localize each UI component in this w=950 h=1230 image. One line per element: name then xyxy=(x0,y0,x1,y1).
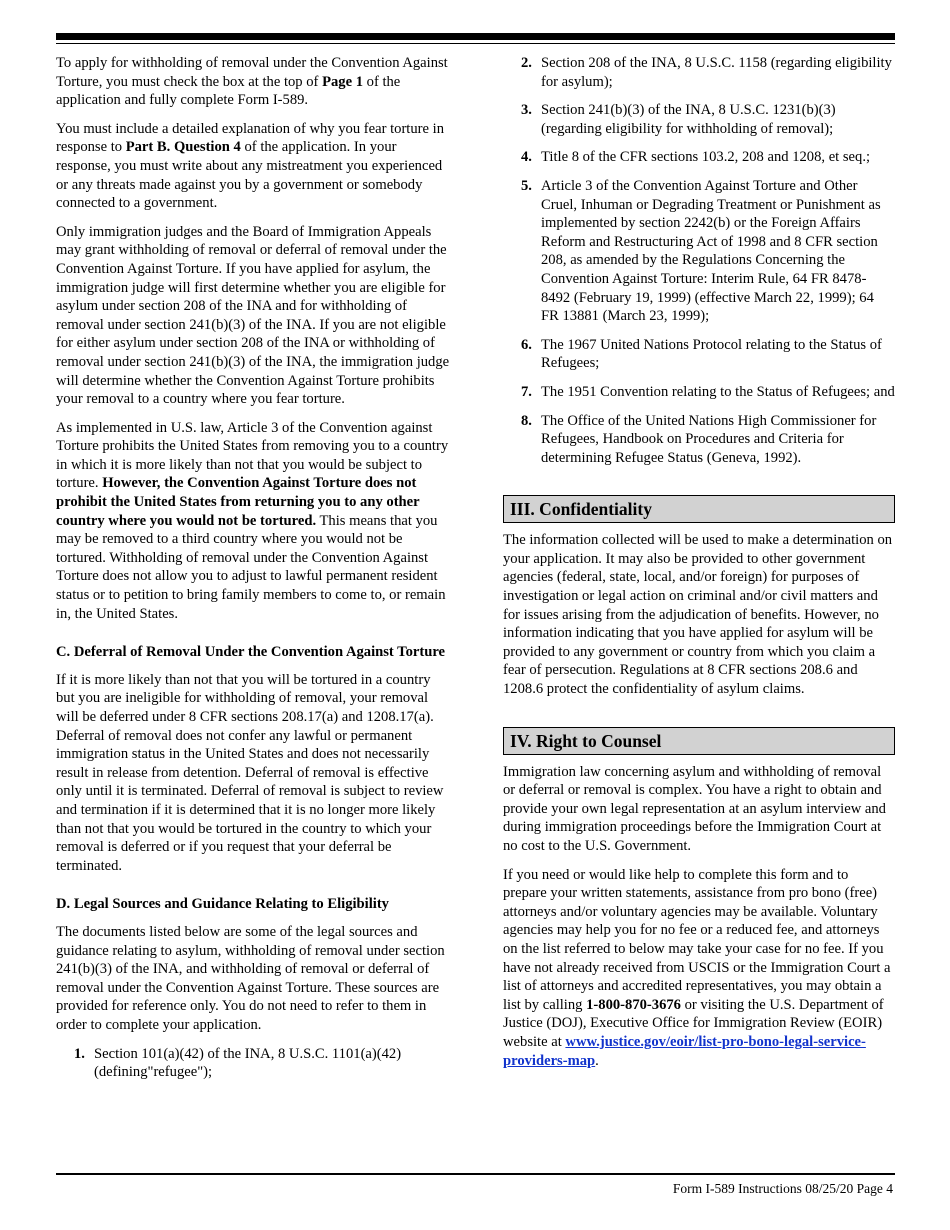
heading-deferral-of-removal: C. Deferral of Removal Under the Convention Against Torture xyxy=(56,644,446,661)
left-column xyxy=(56,54,451,1092)
list-item: 4. Title 8 of the CFR sections 103.2, 208 and 1208, et seq.; xyxy=(521,149,871,166)
page-footer: Form I-589 Instructions 08/25/20 Page 4 xyxy=(672,1181,893,1196)
explanation-paragraph: You must include a detailed explanation of why you fear torture in response to Part B. Question 4 of the application. In your response, you must write about any mistreatment you experienced or any threats made against you by a government or somebody connected to a government. xyxy=(56,120,444,212)
legal-sources-paragraph: The documents listed below are some of the legal sources and guidance relating to asylum, withholding of removal under section 241(b)(3) of the INA, and withholding of removal or deferral of removal under the Convention Against Torture. These sources are provided for reference only. You do not need to refer to them in order to complete your application. xyxy=(56,923,445,1033)
pro-bono-providers-link[interactable]: www.justice.gov/eoir/list-pro-bono-legal-service-providers-map xyxy=(503,1033,866,1069)
header-rule-thin xyxy=(56,43,895,44)
section-header-confidentiality: III. Confidentiality xyxy=(503,495,895,523)
counsel-paragraph: Immigration law concerning asylum and withholding of removal or deferral or removal is complex. You have a right to obtain and provide your own legal representation at an asylum interview and during immigration proceedings before the Immigration Court at no cost to the U.S. Government. xyxy=(503,763,886,854)
deferral-paragraph: If it is more likely than not that you will be tortured in a country but you are ineligible for withholding of removal, your removal will be deferred under 8 CFR sections 208.17(a) and 1208.17(a). Deferral of removal does not confer any lawful or permanent immigration status in the United States and does not necessarily result in release from detention. Deferral of removal is effective only until it is terminated. Deferral of removal is subject to review and termination if it is determined that it is no longer more likely than not that you would be tortured in the country to which your removal is deferred or if you request that your deferral be terminated. xyxy=(56,671,444,874)
footer-rule xyxy=(56,1173,895,1175)
list-item: 6. The 1967 United Nations Protocol relating to the Status of Refugees; xyxy=(521,336,882,372)
pro-bono-paragraph: If you need or would like help to complete this form and to prepare your written statements, assistance from pro bono (free) attorneys and/or voluntary agencies may be available. Voluntary agencies may help you for no fee or a reduced fee, and attorneys on the list referred to below may take your case for no fee. If you have not already received from USCIS or the Immigration Court a list of attorneys and accredited representatives, you may obtain a list by calling 1-800-870-3676 or visiting the U.S. Department of Justice (DOJ), Executive Office for Immigration Review (EOIR) website at www.justice.gov/eoir/list-pro-bono-legal-service-providers-map. xyxy=(503,866,891,1069)
cat-box-paragraph: To apply for withholding of removal under the Convention Against Torture, you must check the box at the top of Page 1 of the application and fully complete Form I-589. xyxy=(56,55,448,109)
list-item: 3. Section 241(b)(3) of the INA, 8 U.S.C. 1231(b)(3) (regarding eligibility for withholding of removal); xyxy=(521,102,836,137)
right-column xyxy=(503,54,895,1080)
article-3-paragraph: As implemented in U.S. law, Article 3 of the Convention against Torture prohibits the United States from removing you to a country in which it is more likely than not that you would be subject to torture. However, the Convention Against Torture does not prohibit the United States from returning you to any other country where you would not be tortured. This means that you may be removed to a third country where you would not be tortured. Withholding of removal under the Convention Against Torture does not allow you to adjust to lawful permanent resident status or to petition to bring family members to come to, or remain in, the United States. xyxy=(56,419,449,622)
phone-number: 1-800-870-3676 xyxy=(586,996,681,1013)
list-item: 1. Section 101(a)(42) of the INA, 8 U.S.C. 1101(a)(42) (defining"refugee"); xyxy=(74,1045,402,1081)
heading-legal-sources: D. Legal Sources and Guidance Relating to Eligibility xyxy=(56,896,389,913)
legal-sources-list-right xyxy=(503,54,895,467)
list-item: 8. The Office of the United Nations High Commissioner for Refugees, Handbook on Procedures and Criteria for determining Refugee Status (Geneva, 1992). xyxy=(521,412,877,466)
judges-paragraph: Only immigration judges and the Board of Immigration Appeals may grant withholding of removal or deferral of removal under the Convention Against Torture. If you have applied for asylum, the immigration judge will first determine whether you are eligible for asylum under section 208 of the INA and for withholding of removal under section 241(b)(3) of the INA. If you are not eligible for either asylum under section 208 of the INA or withholding of removal under section 241(b)(3) of the INA, the immigration judge will determine whether the Convention Against Torture prohibits your removal to a country where you fear torture. xyxy=(56,223,450,408)
header-rule-thick xyxy=(56,33,895,40)
list-item: 2. Section 208 of the INA, 8 U.S.C. 1158 (regarding eligibility for asylum); xyxy=(521,55,892,90)
list-item: 7. The 1951 Convention relating to the Status of Refugees; and xyxy=(521,383,895,400)
legal-sources-list-left xyxy=(56,1045,451,1082)
section-header-right-to-counsel: IV. Right to Counsel xyxy=(503,727,895,755)
list-item: 5. Article 3 of the Convention Against Torture and Other Cruel, Inhuman or Degrading Treatment or Punishment as implemented by section 2242(b) or the Foreign Affairs Reform and Restructuring Act of 1998 and 8 CFR section 208, as amended by the Regulations Concerning the Convention Against Torture: Interim Rule, 64 FR 8478-8492 (February 19, 1999) (effective March 22, 1999); 64 FR 13881 (March 23, 1999); xyxy=(521,177,881,325)
confidentiality-paragraph: The information collected will be used to make a determination on your application. It may also be provided to other government agencies (federal, state, local, and/or foreign) for purposes of investigation or legal action on criminal and/or civil matters and for issues arising from the adjudication of benefits. However, no information indicating that you have applied for asylum will be provided to any government or country from which you claim a fear of persecution. Regulations at 8 CFR sections 208.6 and 1208.6 protect the confidentiality of asylum claims. xyxy=(503,532,893,698)
